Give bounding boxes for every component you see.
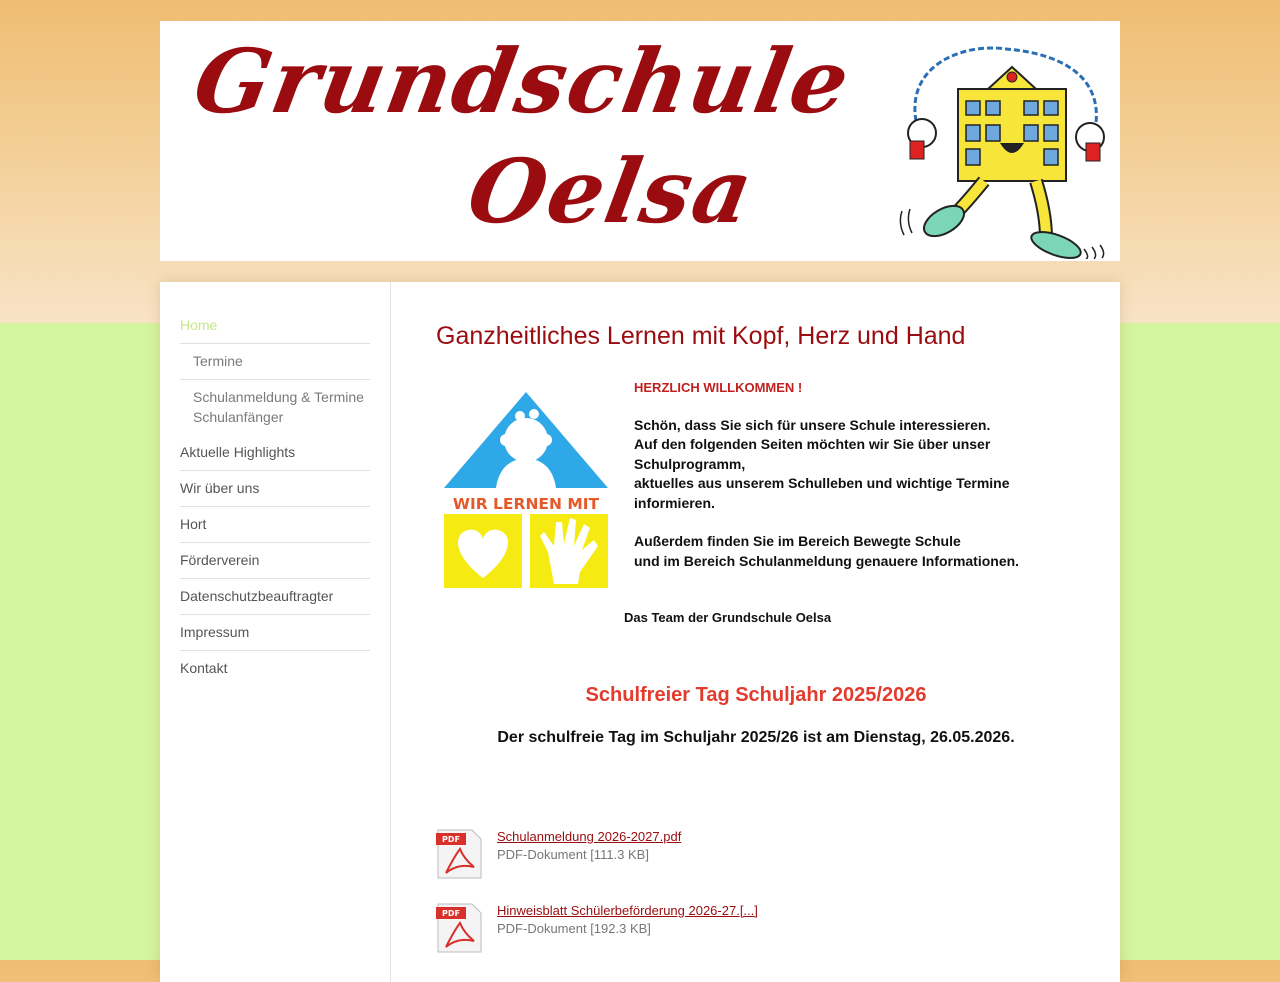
- download-link[interactable]: Schulanmeldung 2026-2027.pdf: [497, 829, 682, 844]
- welcome-text: [634, 378, 1054, 571]
- download-item: [436, 829, 1036, 885]
- download-meta: PDF-Dokument [192.3 KB]: [497, 921, 651, 936]
- page-title: Ganzheitliches Lernen mit Kopf, Herz und Hand: [436, 322, 966, 350]
- nav-item-foerderverein[interactable]: Förderverein: [180, 543, 370, 579]
- school-mascot-icon: [896, 43, 1114, 259]
- welcome-line: Außerdem finden Sie im Bereich Bewegte Schule: [634, 533, 961, 549]
- site-header: [160, 21, 1120, 261]
- welcome-line: Schön, dass Sie sich für unsere Schule interessieren.: [634, 416, 991, 433]
- download-link[interactable]: Hinweisblatt Schülerbeförderung 2026-27.[...]: [497, 903, 758, 918]
- main-navigation: [180, 308, 370, 686]
- nav-item-kontakt[interactable]: Kontakt: [180, 660, 228, 676]
- wir-lernen-mit-logo: [444, 388, 608, 588]
- site-logo-line2[interactable]: Oelsa: [460, 139, 762, 243]
- pdf-icon[interactable]: [436, 829, 482, 879]
- download-item: [436, 903, 1036, 959]
- section-text: Der schulfreie Tag im Schuljahr 2025/26 ist am Dienstag, 26.05.2026.: [497, 729, 1015, 746]
- nav-item-home[interactable]: Home: [180, 308, 370, 344]
- pdf-icon[interactable]: [436, 903, 482, 953]
- team-signature: Das Team der Grundschule Oelsa: [624, 610, 832, 625]
- download-meta: PDF-Dokument [111.3 KB]: [497, 847, 649, 862]
- svg-text:PDF: PDF: [442, 835, 460, 844]
- nav-item-wir-ueber-uns[interactable]: Wir über uns: [180, 471, 370, 507]
- nav-item-schulanmeldung[interactable]: Schulanmeldung & Termine Schulanfänger: [193, 389, 364, 425]
- welcome-heading: HERZLICH WILLKOMMEN !: [634, 380, 803, 395]
- section-heading: Schulfreier Tag Schuljahr 2025/2026: [585, 684, 927, 706]
- welcome-line: und im Bereich Schulanmeldung genauere Informationen.: [634, 552, 1020, 569]
- nav-item-impressum[interactable]: Impressum: [180, 615, 370, 651]
- wlm-logo-text: WIR LERNEN MIT: [452, 495, 600, 513]
- nav-item-datenschutz[interactable]: Datenschutzbeauftragter: [180, 579, 370, 615]
- nav-item-termine[interactable]: Termine: [180, 344, 370, 380]
- site-logo-line1[interactable]: Grundschule: [186, 29, 859, 133]
- content-card: [160, 282, 1120, 982]
- welcome-line: Auf den folgenden Seiten möchten wir Sie über unser Schulprogramm,: [634, 436, 991, 472]
- svg-text:PDF: PDF: [442, 909, 460, 918]
- sidebar: [160, 282, 391, 982]
- welcome-line: aktuelles aus unserem Schulleben und wichtige Termine informieren.: [634, 475, 1010, 511]
- nav-item-aktuelle-highlights[interactable]: Aktuelle Highlights: [180, 435, 370, 471]
- nav-item-hort[interactable]: Hort: [180, 507, 370, 543]
